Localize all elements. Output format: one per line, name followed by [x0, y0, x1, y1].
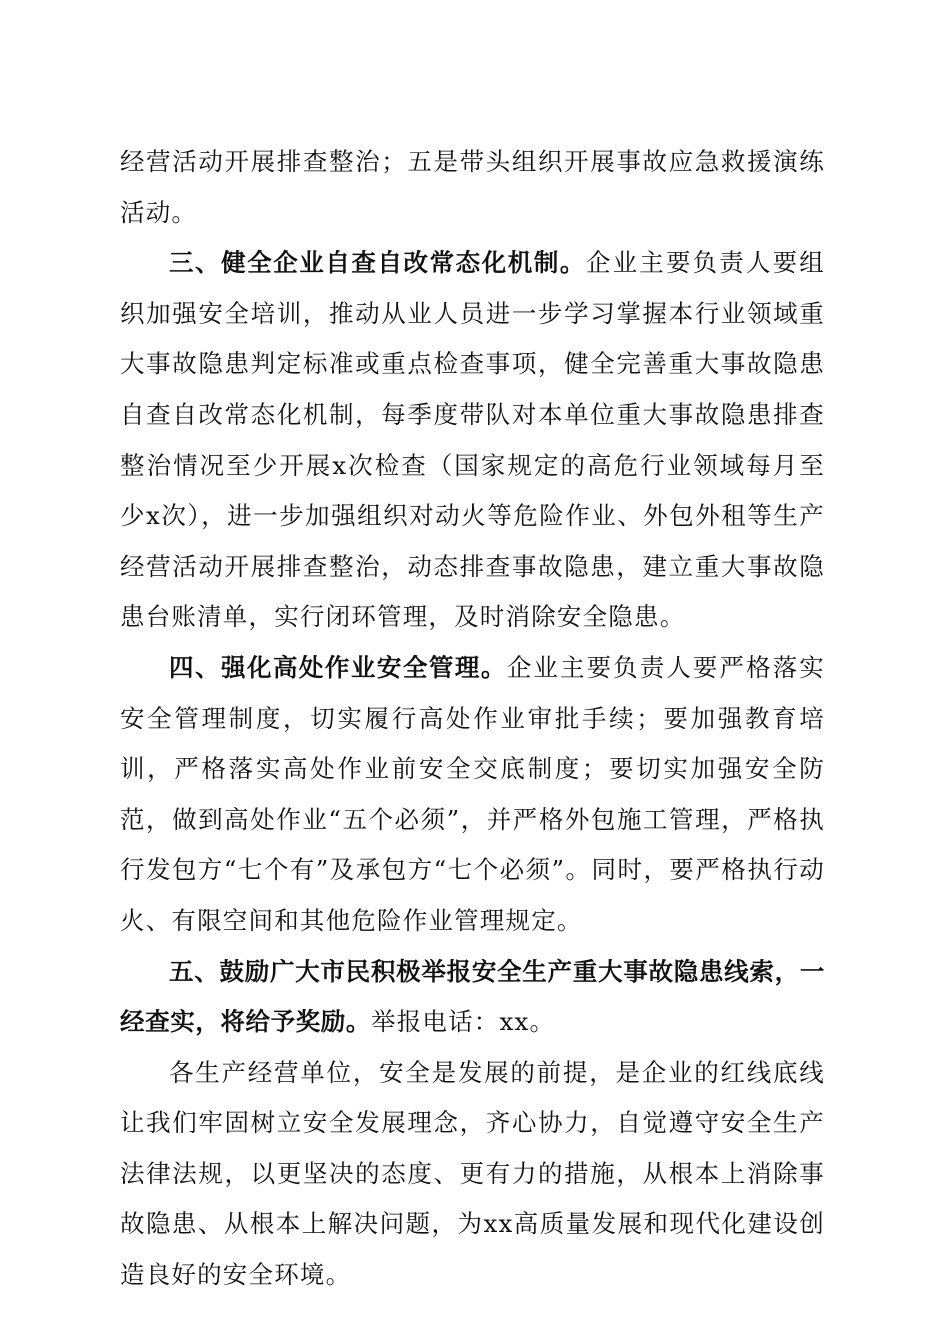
paragraph-body: 举报电话：xx。: [371, 1007, 556, 1037]
document-body: [120, 137, 825, 1301]
section-heading: 五、鼓励广大市民积极举报安全生产重大事故隐患线索，一经查实，将给予奖励。: [120, 956, 825, 1037]
paragraph-body: 经营活动开展排查整治；五是带头组织开展事故应急救援演练活动。: [120, 147, 825, 227]
paragraph-continuation: [120, 137, 825, 238]
paragraph-body: 各生产经营单位，安全是发展的前提，是企业的红线底线让我们牢固树立安全发展理念，齐心协力，自觉遵守安全生产法律法规，以更坚决的态度、更有力的措施，从根本上消除事故隐患、从根本上解决问题，为xx高质量发展和现代化建设创造良好的安全环境。: [120, 1057, 825, 1290]
paragraph-section-5: [120, 947, 825, 1048]
section-heading: 四、强化高处作业安全管理。: [169, 652, 507, 682]
paragraph-body: 企业主要负责人要严格落实安全管理制度，切实履行高处作业审批手续；要加强教育培训，严格落实高处作业前安全交底制度；要切实加强安全防范，做到高处作业“五个必须”，并严格外包施工管理，严格执行发包方“七个有”及承包方“七个必须”。同时，要严格执行动火、有限空间和其他危险作业管理规定。: [120, 652, 825, 935]
paragraph-body: 企业主要负责人要组织加强安全培训，推动从业人员进一步学习掌握本行业领域重大事故隐患判定标准或重点检查事项，健全完善重大事故隐患自查自改常态化机制，每季度带队对本单位重大事故隐患排查整治情况至少开展x次检查（国家规定的高危行业领域每月至少x次），进一步加强组织对动火等危险作业、外包外租等生产经营活动开展排查整治，动态排查事故隐患，建立重大事故隐患台账清单，实行闭环管理，及时消除安全隐患。: [120, 248, 825, 632]
section-heading: 三、健全企业自查自改常态化机制。: [169, 248, 586, 278]
paragraph-section-4: [120, 643, 825, 947]
paragraph-section-3: [120, 238, 825, 643]
paragraph-closing: [120, 1048, 825, 1301]
